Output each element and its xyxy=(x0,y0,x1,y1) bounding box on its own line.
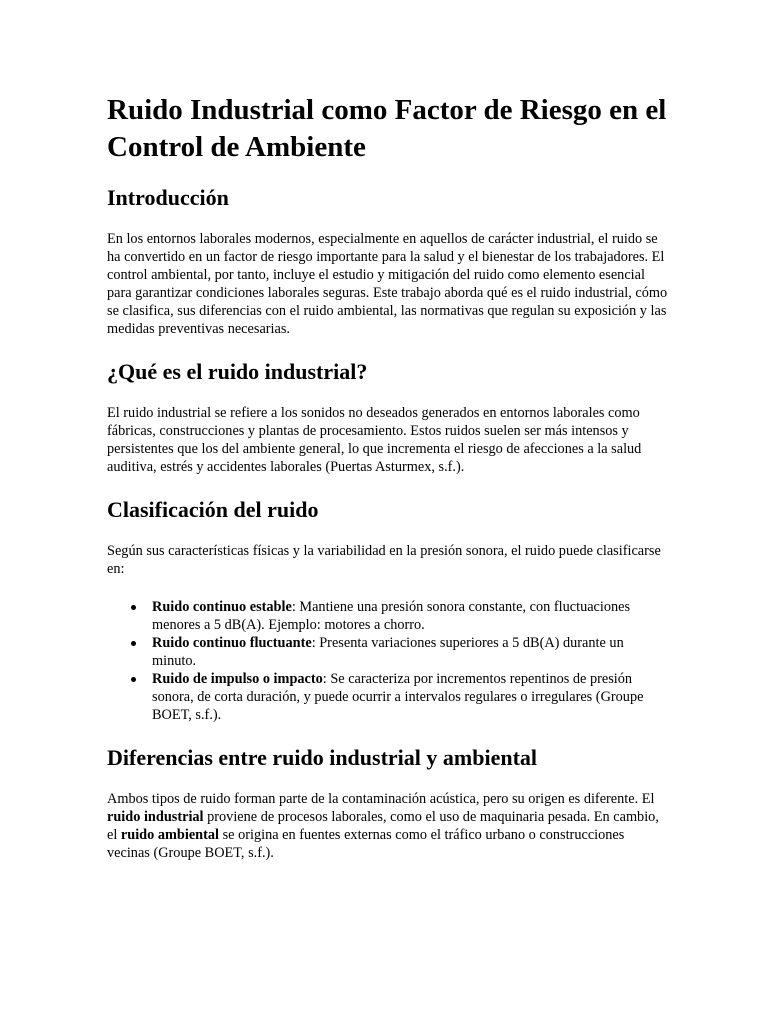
paragraph-bold-term: ruido industrial xyxy=(107,809,204,825)
section-heading-introduccion: Introducción xyxy=(107,185,229,210)
section-paragraph-clasificacion: Según sus características físicas y la variabilidad en la presión sonora, el ruido puede clasificarse en: xyxy=(107,543,661,577)
list-item xyxy=(152,634,668,670)
clasificacion-list xyxy=(107,598,668,724)
list-item-term: Ruido continuo fluctuante xyxy=(152,635,312,651)
list-item xyxy=(152,670,668,724)
paragraph-text: Ambos tipos de ruido forman parte de la contaminación acústica, pero su origen es diferente. El xyxy=(107,791,655,807)
section-paragraph-introduccion: En los entornos laborales modernos, especialmente en aquellos de carácter industrial, el ruido se ha convertido en un factor de riesgo importante para la salud y el bienestar de los trabajadores. El control ambiental, por tanto, incluye el estudio y mitigación del ruido como elemento esencial para garantizar condiciones laborales seguras. Este trabajo aborda qué es el ruido industrial, cómo se clasifica, sus diferencias con el ruido ambiental, las normativas que regulan su exposición y las medidas preventivas necesarias. xyxy=(107,231,668,337)
list-item-text: : Mantiene una presión sonora constante, con fluctuaciones menores a 5 dB(A). Ejemplo: motores a chorro. xyxy=(152,599,631,633)
list-item-term: Ruido continuo estable xyxy=(152,599,292,615)
section-heading-diferencias: Diferencias entre ruido industrial y ambiental xyxy=(107,745,538,770)
section-heading-clasificacion: Clasificación del ruido xyxy=(107,497,319,522)
list-item xyxy=(152,598,668,634)
document-title: Ruido Industrial como Factor de Riesgo en el Control de Ambiente xyxy=(107,94,667,163)
section-heading-que-es: ¿Qué es el ruido industrial? xyxy=(107,359,368,384)
list-item-text: : Se caracteriza por incrementos repentinos de presión sonora, de corta duración, y puede ocurrir a intervalos regulares o irregulares (Groupe BOET, s.f.). xyxy=(152,671,644,723)
paragraph-text: proviene de procesos laborales, como el uso de maquinaria pesada. En cambio, el xyxy=(107,809,659,843)
paragraph-text: se origina en fuentes externas como el tráfico urbano o construcciones vecinas (Groupe BOET, s.f.). xyxy=(107,827,625,861)
section-paragraph-que-es: El ruido industrial se refiere a los sonidos no deseados generados en entornos laborales como fábricas, construcciones y plantas de procesamiento. Estos ruidos suelen ser más intensos y persistentes que los del ambiente general, lo que incrementa el riesgo de afecciones a la salud auditiva, estrés y accidentes laborales (Puertas Asturmex, s.f.). xyxy=(107,405,642,475)
paragraph-bold-term: ruido ambiental xyxy=(120,827,220,843)
section-paragraph-diferencias xyxy=(107,790,668,862)
list-item-text: : Presenta variaciones superiores a 5 dB(A) durante un minuto. xyxy=(152,635,624,669)
list-item-term: Ruido de impulso o impacto xyxy=(152,671,323,687)
